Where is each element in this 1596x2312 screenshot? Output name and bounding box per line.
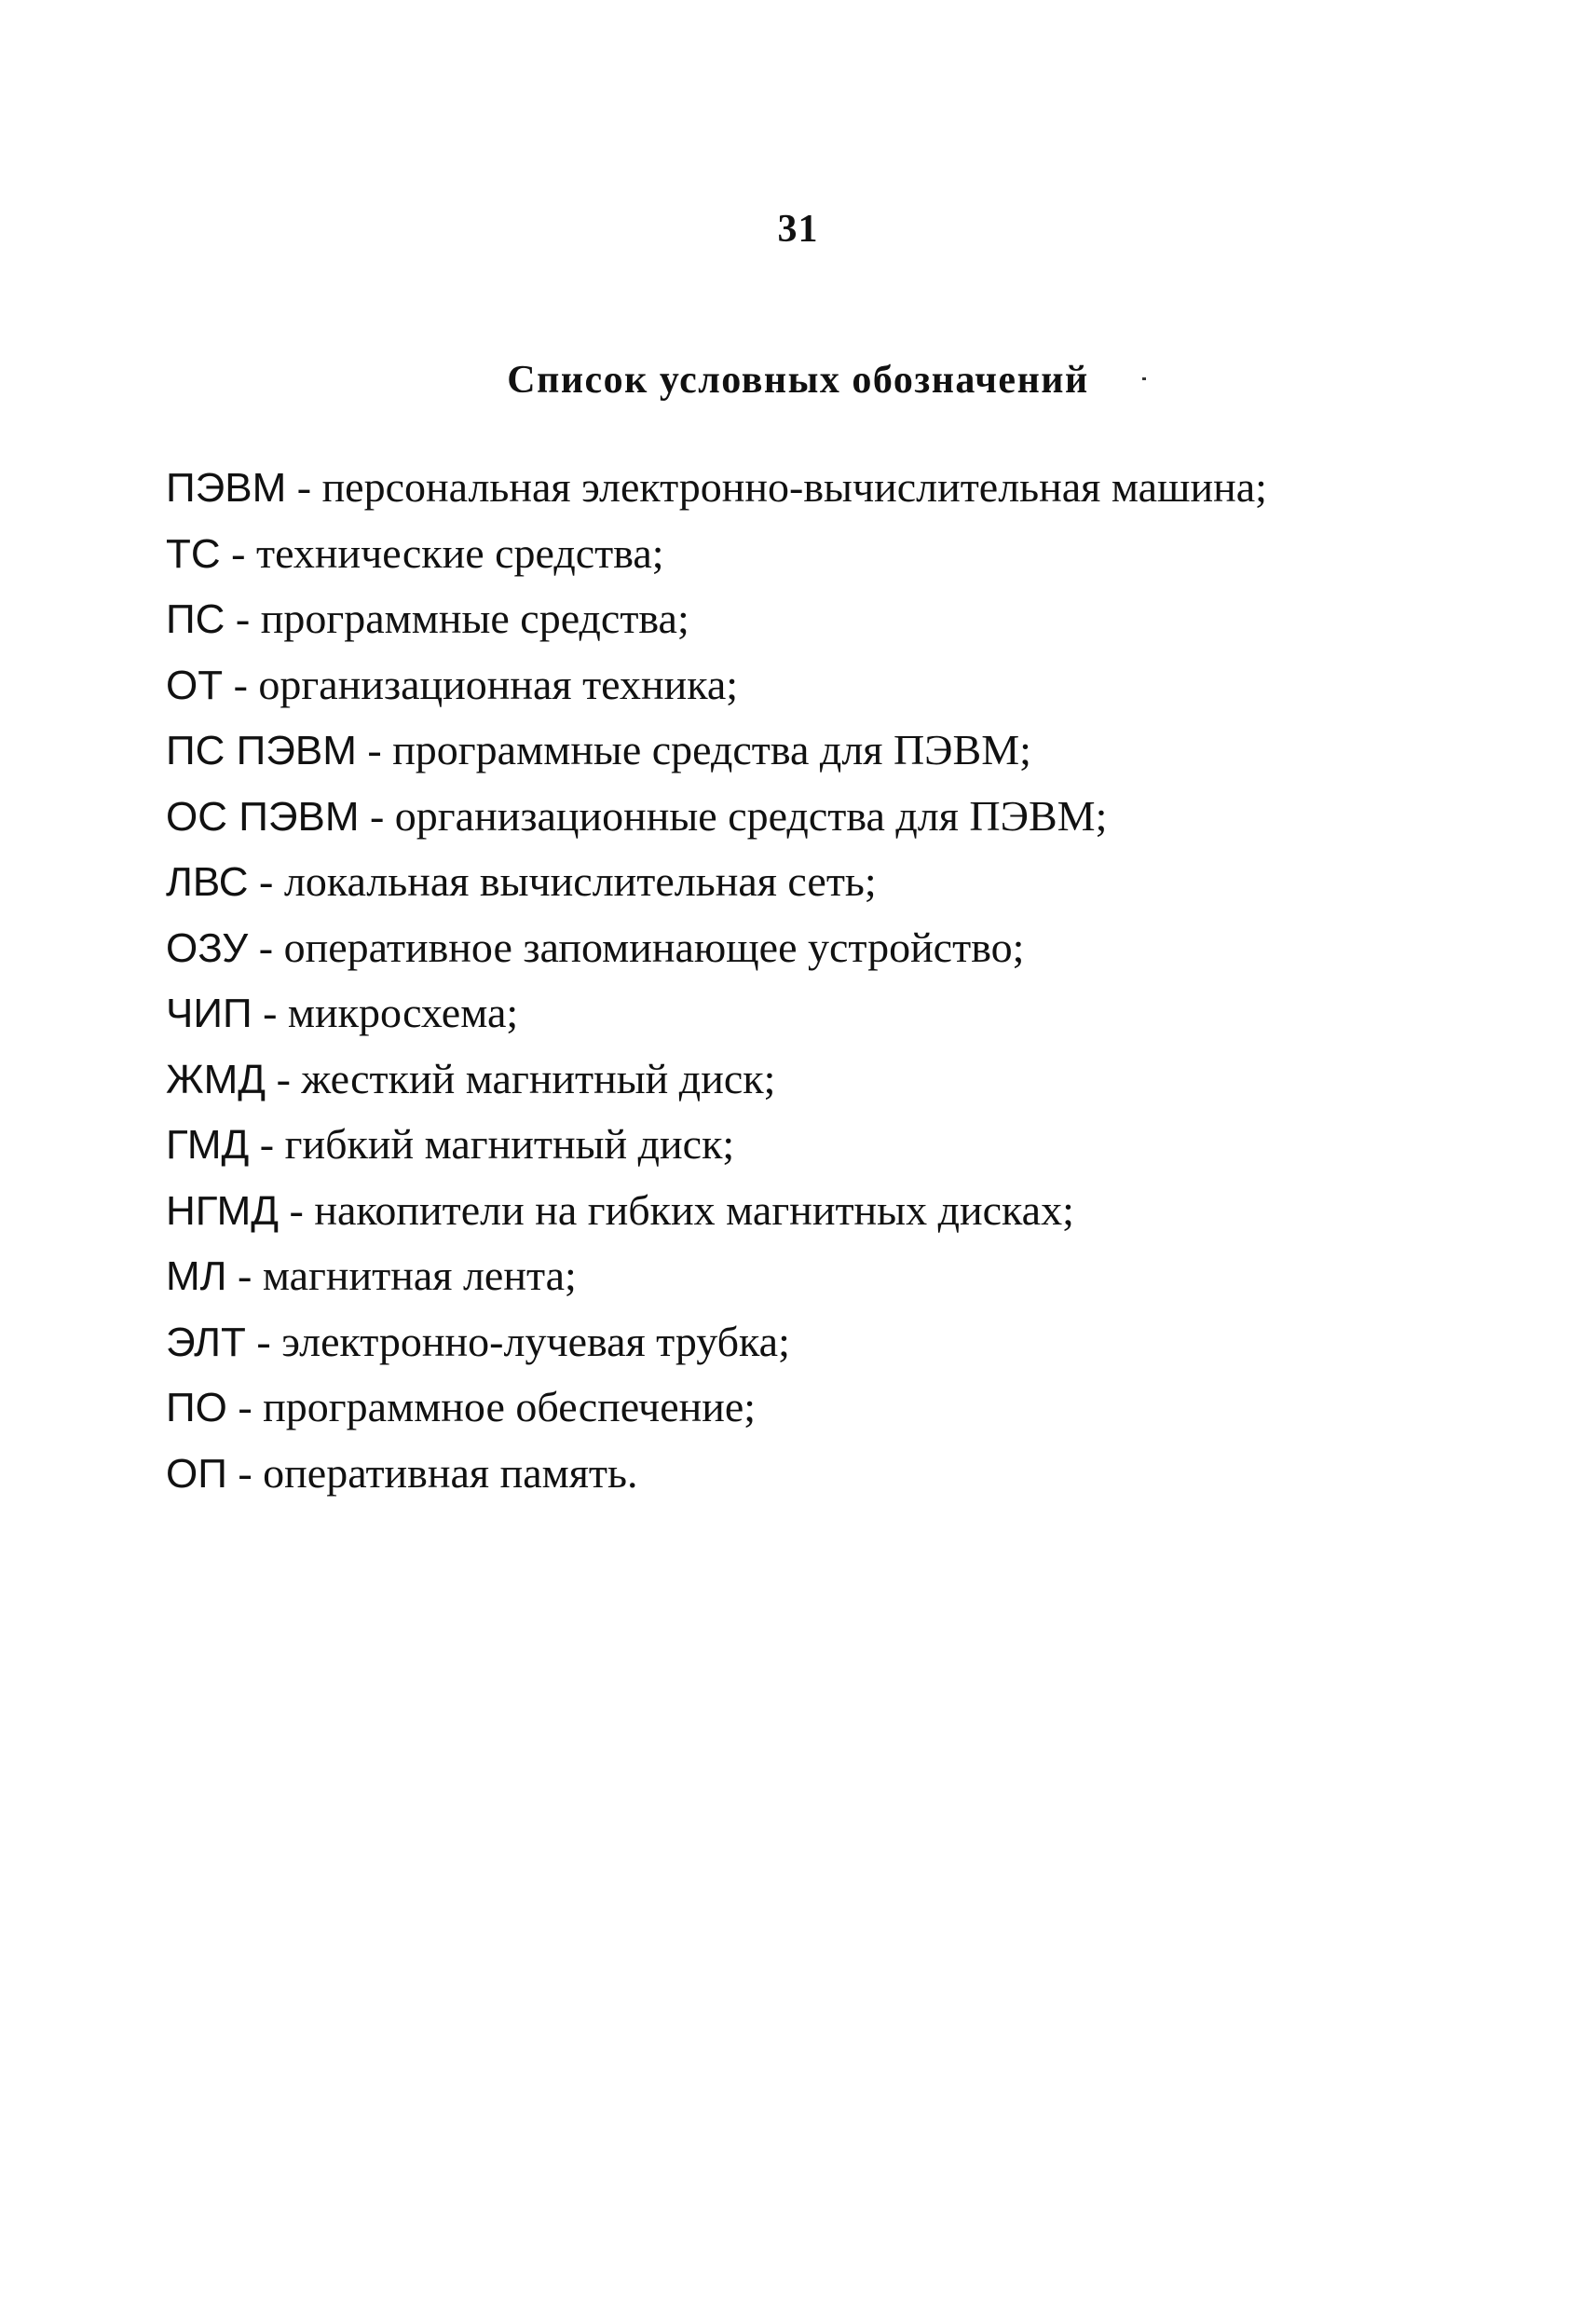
abbreviation: ПС ПЭВМ (166, 728, 357, 773)
definition: - технические средства; (220, 528, 664, 577)
abbreviation: ОЗУ (166, 924, 249, 971)
abbreviation: ТС (166, 530, 221, 577)
abbreviation: ПЭВМ (166, 465, 287, 511)
definition: - программные средства; (225, 595, 689, 642)
list-item (166, 784, 1452, 850)
definition: - локальная вычислительная сеть; (248, 857, 877, 905)
list-item (166, 1178, 1452, 1244)
abbreviation: ЭЛТ (166, 1319, 246, 1365)
abbreviation: ОП (166, 1450, 227, 1497)
list-item (166, 652, 1452, 718)
abbreviation-list (166, 455, 1452, 1506)
list-item (166, 1047, 1452, 1113)
abbreviation: ЖМД (166, 1056, 266, 1102)
abbreviation: НГМД (166, 1187, 280, 1234)
abbreviation: ПС (166, 596, 225, 642)
page-number: 31 (777, 208, 819, 251)
definition: - организационные средства для ПЭВМ; (359, 791, 1108, 840)
definition: - электронно-лучевая трубка; (245, 1317, 790, 1365)
abbreviation: ГМД (166, 1122, 250, 1168)
abbreviation: ОС ПЭВМ (166, 793, 360, 840)
list-item (166, 1441, 1452, 1507)
definition: - гибкий магнитный диск; (249, 1120, 735, 1168)
list-item (166, 915, 1452, 981)
definition: - накопители на гибких магнитных дисках; (279, 1185, 1074, 1234)
abbreviation: ЛВС (166, 859, 249, 905)
definition: - организационная техника; (223, 660, 739, 708)
abbreviation: ПО (166, 1385, 227, 1430)
definition: - персональная электронно-вычислительная машина; (286, 463, 1267, 511)
definition: - магнитная лента; (226, 1252, 577, 1299)
definition: - программное обеспечение; (226, 1383, 757, 1430)
list-item (166, 1309, 1452, 1375)
list-item (166, 980, 1452, 1047)
abbreviation: ОТ (166, 662, 224, 708)
list-item (166, 1243, 1452, 1309)
definition: - жесткий магнитный диск; (266, 1054, 776, 1102)
definition: - микросхема; (252, 989, 519, 1036)
abbreviation: МЛ (166, 1253, 227, 1299)
definition: - оперативная память. (226, 1448, 638, 1497)
list-item (166, 455, 1452, 521)
page-title: Список условных обозначений (507, 359, 1089, 402)
list-item (166, 718, 1452, 784)
list-item (166, 849, 1452, 915)
definition: - программные средства для ПЭВМ; (356, 726, 1031, 773)
scan-speck (1142, 377, 1146, 380)
list-item (166, 586, 1452, 652)
definition: - оперативное запоминающее устройство; (248, 923, 1025, 971)
abbreviation: ЧИП (166, 991, 252, 1036)
list-item (166, 1112, 1452, 1178)
list-item (166, 1375, 1452, 1441)
list-item (166, 521, 1452, 587)
